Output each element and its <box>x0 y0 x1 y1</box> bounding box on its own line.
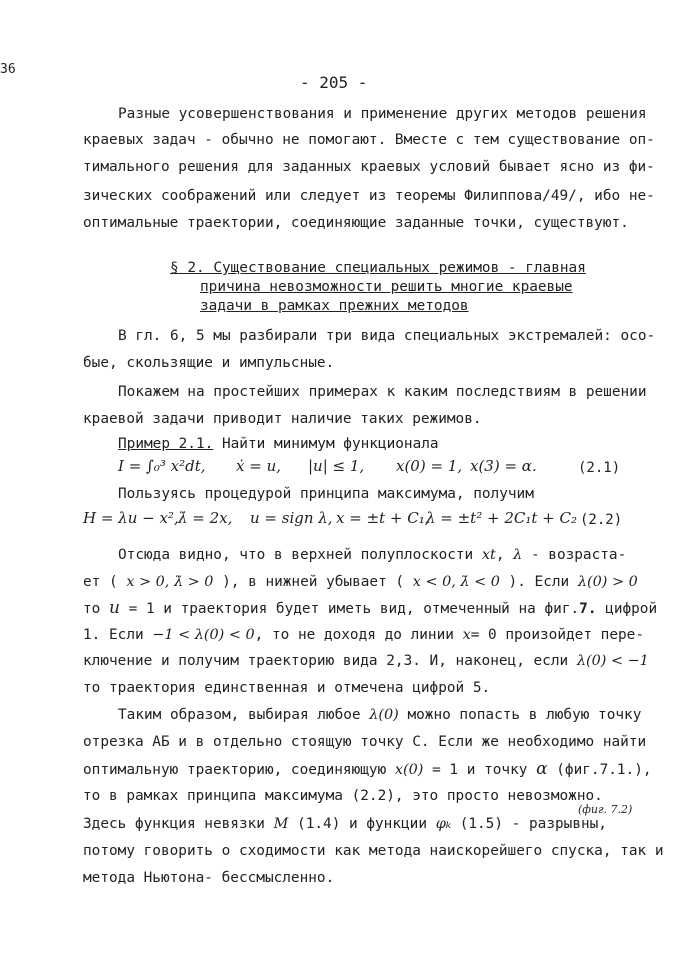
para4-line-2-math-2: x < 0, λ̇ < 0 <box>412 574 500 590</box>
para4-line-3 <box>83 598 657 619</box>
intro-line-5: оптимальные траектории, соединяющие заданные точки, существуют. <box>83 215 629 231</box>
eq1-integral: I = ∫₀³ x²dt, <box>118 457 206 475</box>
para4-line-3-text-a: то <box>83 601 101 617</box>
para4-line-1-text-c: - возраста- <box>530 547 627 563</box>
para5-line-5-text-a: Здесь функция невязки <box>83 816 265 832</box>
para5-line-3-math-1: x(0) <box>394 762 424 778</box>
para5-line-5 <box>83 814 607 834</box>
para4-line-5-math-1: λ(0) < −1 <box>576 653 649 669</box>
para4-line-3-math-1: u <box>109 598 120 618</box>
eq1-x3: x(3) = α. <box>470 457 537 475</box>
intro-line-4: зических соображений или следует из теоремы Филиппова/49/, ибо не- <box>83 188 655 204</box>
para4-line-3-text-b: = 1 и траектория будет иметь вид, отмеченный на фиг. <box>128 601 580 617</box>
eq2-number: (2.2) <box>580 512 623 528</box>
section-heading-line-3: задачи в рамках прежних методов <box>200 298 469 314</box>
eq1-x0: x(0) = 1, <box>396 457 463 475</box>
para4-line-1 <box>118 545 626 565</box>
handwritten-annotation: (фиг. 7.2) <box>578 803 633 816</box>
example-intro <box>118 434 439 454</box>
para5-line-2: отрезка АБ и в отдельно стоящую точку С. Если же необходимо найти <box>83 734 647 750</box>
para5-line-3-text-c: (фиг.7.1.), <box>556 762 652 778</box>
para4-line-5-text-a: ключение и получим траекторию вида 2,3. И, наконец, если <box>83 653 569 669</box>
para5-line-5-math-1: M <box>273 816 289 832</box>
para4-line-1-math-2: λ <box>513 547 523 563</box>
para4-line-1-text-a: Отсюда видно, что в верхней полуплоскости <box>118 547 474 563</box>
intro-line-1: Разные усовершенствования и применение других методов решения <box>118 106 647 122</box>
eq2-lambda-dot: λ̇ = 2x, <box>178 509 233 527</box>
para2-line-2: краевой задачи приводит наличие таких режимов. <box>83 411 482 427</box>
eq1-xdot: ẋ = u, <box>236 457 281 475</box>
eq2-lambda: λ = ±t² + 2C₁t + C₂ <box>426 509 577 527</box>
para5-line-7: метода Ньютона- бессмысленно. <box>83 870 335 886</box>
eq2-hamiltonian: H = λu − x², <box>83 509 179 527</box>
para5-line-1-text-a: Таким образом, выбирая любое <box>118 707 361 723</box>
para5-line-5-math-2: φₖ <box>435 816 452 832</box>
para5-line-6: потому говорить о сходимости как метода наискорейшего спуска, так и <box>83 843 664 859</box>
para5-line-3-math-2: α <box>536 759 548 779</box>
para4-line-5 <box>83 651 649 671</box>
para4-line-4-text-b: , то не доходя до линии <box>254 627 454 643</box>
para5-line-5-text-c: (1.5) - разрывны, <box>459 816 607 832</box>
eq2-control: u = sign λ, <box>250 509 333 527</box>
para4-line-3-text-c: цифрой <box>605 601 658 617</box>
example-label: Пример 2.1. <box>118 436 214 452</box>
intro-line-3: тимального решения для заданных краевых условий бывает ясно из фи- <box>83 159 655 175</box>
para5-line-5-text-b: (1.4) и функции <box>297 816 428 832</box>
section-heading-line-2: причина невозможности решить многие краевые <box>200 279 573 295</box>
para5-line-1-text-b: можно попасть в любую точку <box>407 707 642 723</box>
para1-line-2: бые, скользящие и импульсные. <box>83 355 335 371</box>
intro-line-2: краевых задач - обычно не помогают. Вместе с тем существование оп- <box>83 132 655 148</box>
para4-line-6: то траектория единственная и отмечена цифрой 5. <box>83 680 491 696</box>
example-text: Найти минимум функционала <box>221 436 439 452</box>
para4-line-4-math-1: −1 < λ(0) < 0 <box>152 627 255 643</box>
para4-line-3-figure-ref: 7. <box>579 601 597 617</box>
para4-line-2-text-c: ). Если <box>508 574 570 590</box>
para4-line-2-text-a: ет ( <box>83 574 118 590</box>
para5-line-3-text-a: оптимальную траекторию, соединяющую <box>83 762 387 778</box>
para3-text: Пользуясь процедурой принципа максимума, получим <box>118 486 534 502</box>
para4-line-4 <box>83 625 644 645</box>
para4-line-2-text-b: ), в нижней убывает ( <box>222 574 405 590</box>
para5-line-3-text-b: = 1 и точку <box>432 762 528 778</box>
para5-line-4: то в рамках принципа максимума (2.2), это просто невозможно. <box>83 788 603 804</box>
para4-line-4-math-2: x <box>462 627 471 643</box>
page-number: - 205 - <box>300 73 368 92</box>
para5-line-1-math-1: λ(0) <box>369 707 399 723</box>
section-heading-line-1: § 2. Существование специальных режимов - главная <box>170 260 586 276</box>
para4-line-2 <box>83 572 638 592</box>
para4-line-4-text-a: 1. Если <box>83 627 144 643</box>
para4-line-4-text-c: = 0 произойдет пере- <box>470 627 644 643</box>
para4-line-1-math-1: xt <box>481 547 496 563</box>
para4-line-2-math-3: λ(0) > 0 <box>577 574 638 590</box>
eq1-number: (2.1) <box>578 460 621 476</box>
para5-line-1 <box>118 705 641 725</box>
para2-line-1: Покажем на простейших примерах к каким последствиям в решении <box>118 384 647 400</box>
margin-mark: 36 <box>0 62 16 77</box>
eq2-x: x = ±t + C₁, <box>336 509 430 527</box>
eq1-constraint: |u| ≤ 1, <box>308 457 365 475</box>
para5-line-3 <box>83 759 652 780</box>
para4-line-1-text-b: , <box>495 547 505 563</box>
para4-line-2-math-1: x > 0, λ̇ > 0 <box>126 574 214 590</box>
para1-line-1: В гл. 6, 5 мы разбирали три вида специальных экстремалей: осо- <box>118 328 656 344</box>
